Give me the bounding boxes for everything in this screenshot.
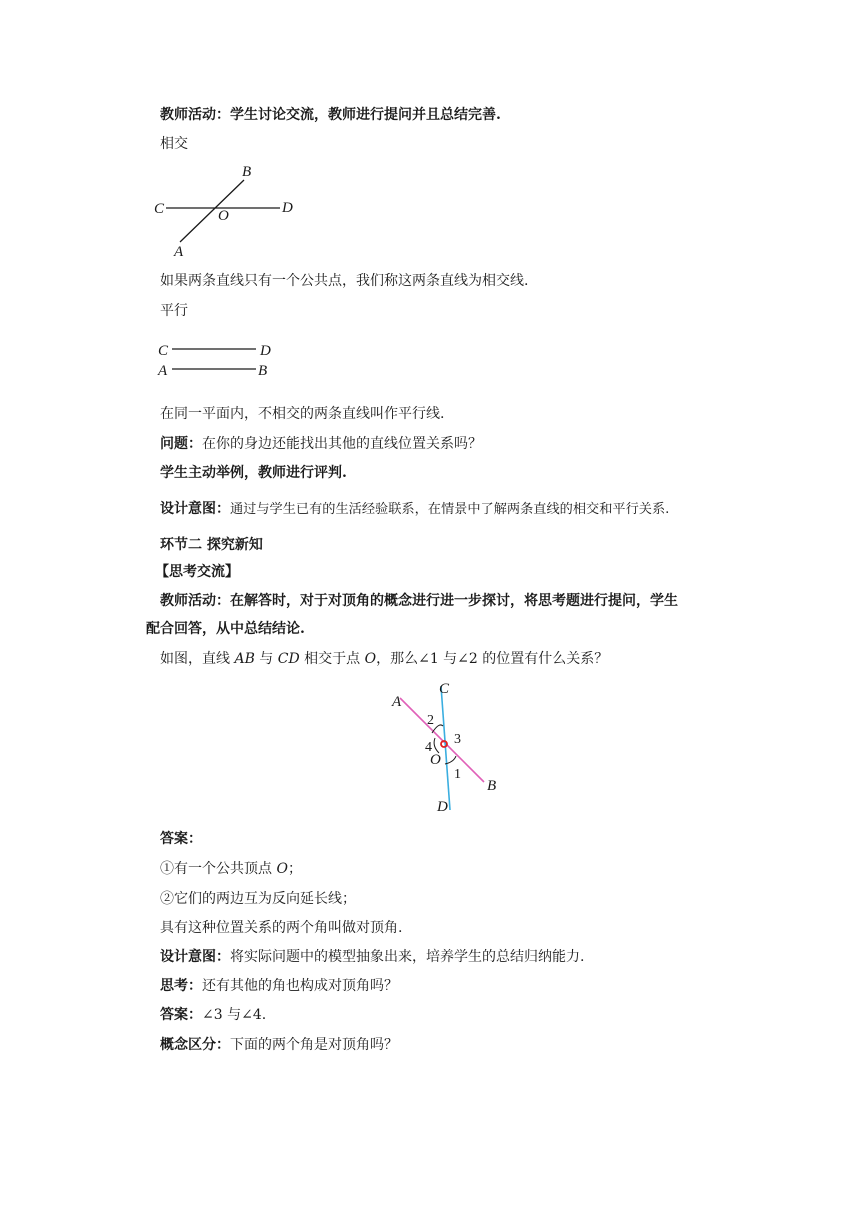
label-B: B bbox=[258, 363, 268, 379]
label-B: B bbox=[487, 778, 497, 794]
q-text: 如图，直线 bbox=[160, 651, 235, 667]
think-exchange-heading: 【思考交流】 bbox=[155, 564, 239, 580]
label-O: O bbox=[218, 208, 229, 224]
design-intent-text: 通过与学生已有的生活经验联系，在情景中了解两条直线的相交和平行关系. bbox=[230, 502, 670, 517]
answer-4 bbox=[160, 1006, 266, 1024]
q-o: O bbox=[364, 651, 377, 667]
question-label: 问题： bbox=[160, 436, 202, 452]
parallel-definition: 在同一平面内，不相交的两条直线叫作平行线. bbox=[160, 406, 445, 422]
q-ab: AB bbox=[234, 651, 255, 667]
answer-text: ∠3 与∠4. bbox=[202, 1007, 267, 1023]
figure-question bbox=[160, 650, 608, 668]
label-A: A bbox=[174, 244, 184, 260]
label-C: C bbox=[439, 681, 450, 697]
angle-2-label: 2 bbox=[427, 713, 434, 728]
q-text: 与 bbox=[254, 651, 278, 667]
teacher-activity-text: 学生讨论交流，教师进行提问并且总结完善. bbox=[230, 107, 501, 123]
teacher-activity-2 bbox=[160, 592, 678, 610]
concept-distinction bbox=[160, 1036, 398, 1054]
teacher-activity-label: 教师活动： bbox=[160, 593, 230, 609]
parallel-figure bbox=[150, 336, 290, 386]
answer-1-o: O bbox=[276, 861, 288, 877]
q-cd: CD bbox=[277, 651, 300, 667]
intersect-definition: 如果两条直线只有一个公共点，我们称这两条直线为相交线. bbox=[160, 273, 529, 289]
answer-1 bbox=[160, 860, 302, 878]
q-text: ，那么∠1 与∠2 的位置有什么关系？ bbox=[376, 651, 609, 667]
label-D: D bbox=[260, 343, 271, 359]
design-intent-text: 将实际问题中的模型抽象出来，培养学生的总结归纳能力. bbox=[230, 949, 585, 965]
intersect-figure bbox=[150, 160, 310, 260]
student-examples: 学生主动举例，教师进行评判. bbox=[160, 465, 347, 481]
section-2-heading: 环节二 探究新知 bbox=[160, 537, 263, 553]
design-intent-1 bbox=[160, 500, 669, 519]
concept-label: 概念区分： bbox=[160, 1037, 230, 1053]
answer-3: 具有这种位置关系的两个角叫做对顶角. bbox=[160, 920, 403, 936]
question-line bbox=[160, 435, 482, 453]
angle-1-label: 1 bbox=[454, 767, 461, 782]
q-text: 相交于点 bbox=[299, 651, 365, 667]
label-D: D bbox=[437, 799, 448, 815]
design-intent-label: 设计意图： bbox=[160, 501, 230, 517]
answer-2: ②它们的两边互为反向延长线； bbox=[160, 891, 356, 907]
label-C: C bbox=[158, 343, 169, 359]
label-A: A bbox=[158, 363, 168, 379]
think-label: 思考： bbox=[160, 978, 202, 994]
design-intent-label: 设计意图： bbox=[160, 949, 230, 965]
answer-label: 答案： bbox=[160, 1007, 202, 1023]
design-intent-2 bbox=[160, 948, 584, 966]
label-O: O bbox=[430, 752, 441, 768]
angle-4-label: 4 bbox=[425, 740, 432, 755]
teacher-activity-label: 教师活动： bbox=[160, 107, 230, 123]
answer-1-text: ①有一个公共顶点 bbox=[160, 861, 277, 877]
parallel-title: 平行 bbox=[160, 303, 188, 319]
vertical-angle-figure bbox=[388, 678, 508, 814]
concept-text: 下面的两个角是对顶角吗？ bbox=[230, 1037, 398, 1053]
teacher-activity-2-cont: 配合回答，从中总结结论. bbox=[146, 621, 305, 637]
teacher-activity-text: 在解答时，对于对顶角的概念进行进一步探讨，将思考题进行提问，学生 bbox=[230, 593, 678, 609]
label-B: B bbox=[242, 164, 252, 180]
think-text: 还有其他的角也构成对顶角吗？ bbox=[202, 978, 398, 994]
angle-3-label: 3 bbox=[454, 732, 461, 747]
question-text: 在你的身边还能找出其他的直线位置关系吗？ bbox=[202, 436, 482, 452]
label-C: C bbox=[154, 201, 165, 217]
answer-heading: 答案： bbox=[160, 831, 202, 847]
intersect-title: 相交 bbox=[160, 136, 188, 152]
teacher-activity-1 bbox=[160, 106, 501, 124]
label-D: D bbox=[282, 200, 293, 216]
answer-1-end: ； bbox=[287, 861, 302, 877]
think-line bbox=[160, 977, 398, 995]
label-A: A bbox=[392, 694, 402, 710]
